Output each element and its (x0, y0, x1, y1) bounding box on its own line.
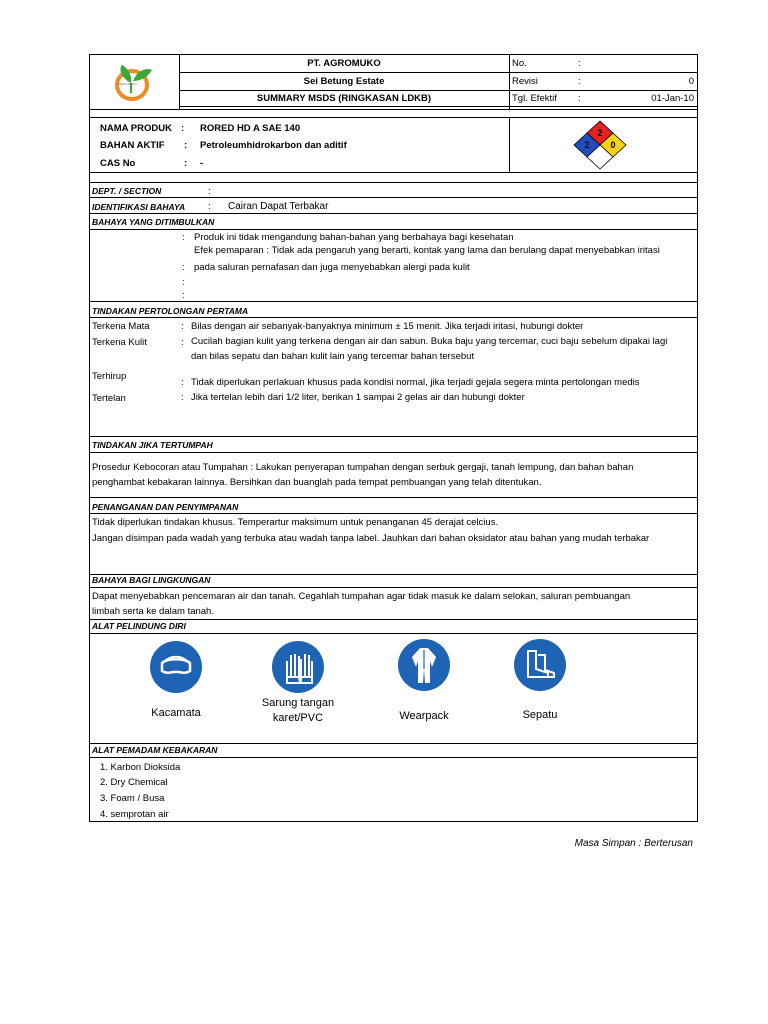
pemadam-item-1: 1. Karbon Dioksida (100, 762, 181, 773)
nfpa-health-value: 2 (584, 140, 590, 150)
pemadam-item-2: 2. Dry Chemical (100, 777, 168, 788)
lingkungan-title: BAHAYA BAGI LINGKUNGAN (92, 575, 211, 585)
bahan-aktif-colon: : (184, 140, 188, 151)
bahan-aktif-label: BAHAN AKTIF (100, 140, 165, 151)
bahaya-line-3: pada saluran pernafasan dan juga menyebabkan alergi pada kulit (194, 262, 470, 273)
tumpah-line-2: penghambat kebakaran lainnya. Bersihkan dan buanglah pada tempat pembuangan yang telah ditentukan. (92, 477, 542, 488)
penanganan-line-2: Jangan disimpan pada wadah yang terbuka atau wadah tanpa label. Jauhkan dari bahan oksidator atau bahan yang mudah terbakar (92, 533, 650, 544)
lingkungan-line-1: Dapat menyebabkan pencemaran air dan tanah. Cegahlah tumpahan agar tidak masuk ke dalam selokan, saluran pembuangan (92, 591, 631, 602)
bahan-aktif-value: Petroleumhidrokarbon dan aditif (200, 140, 347, 151)
bahaya-colon-1: : (182, 232, 185, 243)
terhirup-label: Terhirup (92, 371, 127, 382)
bahaya-line-1: Produk ini tidak mengandung bahan-bahan yang berbahaya bagi kesehatan (194, 232, 514, 243)
apd-title: ALAT PELINDUNG DIRI (92, 621, 186, 631)
nama-produk-colon: : (181, 123, 185, 134)
terkena-kulit-colon: : (181, 337, 184, 348)
terkena-kulit-text-2: dan bilas sepatu dan bahan kulit lain yang tercemar bahan tersebut (191, 351, 475, 362)
document-title: SUMMARY MSDS (RINGKASAN LDKB) (256, 93, 432, 104)
pertolongan-title: TINDAKAN PERTOLONGAN PERTAMA (92, 306, 249, 316)
ppe-label-sepatu: Sepatu (522, 709, 558, 721)
masa-simpan-note: Masa Simpan : Berterusan (574, 838, 693, 849)
company-name: PT. AGROMUKO (307, 58, 381, 69)
bahaya-title: BAHAYA YANG DITIMBULKAN (92, 217, 215, 227)
msds-sheet (89, 54, 698, 822)
dept-section-label: DEPT. / SECTION (92, 186, 162, 196)
tgl-efektif-value: 01-Jan-10 (651, 93, 694, 104)
identifikasi-bahaya-value: Cairan Dapat Terbakar (228, 201, 329, 212)
tumpah-line-1: Prosedur Kebocoran atau Tumpahan : Lakukan penyerapan tumpahan dengan serbuk gergaji, tanah lempung, dan bahan bahan (92, 462, 634, 473)
dept-colon: : (208, 186, 211, 197)
nfpa-reactivity-value: 0 (610, 140, 616, 150)
pemadam-title: ALAT PEMADAM KEBAKARAN (92, 745, 218, 755)
revisi-colon: : (578, 76, 581, 87)
gloves-icon (272, 641, 324, 693)
terkena-mata-text: Bilas dengan air sebanyak-banyaknya minimum ± 15 menit. Jika terjadi iritasi, hubungi dokter (191, 321, 584, 332)
penanganan-title: PENANGANAN DAN PENYIMPANAN (92, 502, 239, 512)
tertelan-label: Tertelan (92, 393, 126, 404)
logo-text: AGRO MUKO (118, 82, 137, 86)
terhirup-colon: : (181, 377, 184, 388)
identifikasi-bahaya-label: IDENTIFIKASI BAHAYA (92, 202, 186, 212)
revisi-value: 0 (688, 76, 694, 87)
terhirup-text: Tidak diperlukan perlakuan khusus pada kondisi normal, jika terjadi gejala segera minta pertolongan medis (191, 377, 640, 388)
nama-produk-label: NAMA PRODUK (100, 123, 172, 134)
terkena-kulit-text: Cucilah bagian kulit yang terkena dengan air dan sabun. Buka baju yang tercemar, cuci baju sebelum dipakai lagi (191, 336, 668, 347)
bahaya-colon-3: : (182, 262, 185, 273)
pemadam-item-4: 4. semprotan air (100, 809, 169, 820)
bahaya-colon-4: : (182, 277, 185, 288)
nama-produk-value: RORED HD A SAE 140 (200, 123, 301, 134)
estate-name: Sei Betung Estate (303, 76, 385, 87)
coverall-icon (398, 639, 450, 691)
lingkungan-line-2: limbah serta ke dalam tanah. (92, 606, 214, 617)
revisi-label: Revisi (512, 76, 538, 87)
tertelan-colon: : (181, 392, 184, 403)
cas-no-colon: : (184, 158, 188, 169)
terkena-mata-colon: : (181, 321, 184, 332)
no-label: No. (512, 58, 527, 69)
ppe-label-sarung-tangan: Sarung tangan (261, 697, 335, 709)
nfpa-fire-value: 2 (597, 128, 603, 138)
identifikasi-colon: : (208, 201, 211, 212)
pemadam-item-3: 3. Foam / Busa (100, 793, 165, 804)
tumpah-title: TINDAKAN JIKA TERTUMPAH (92, 440, 213, 450)
penanganan-line-1: Tidak diperlukan tindakan khusus. Temperartur maksimum untuk penanganan 45 derajat celcius. (92, 517, 499, 528)
terkena-mata-label: Terkena Mata (92, 321, 150, 332)
goggles-icon (150, 641, 202, 693)
terkena-kulit-label: Terkena Kulit (92, 337, 147, 348)
no-colon: : (578, 58, 581, 69)
nfpa-diamond-icon (564, 119, 636, 171)
bahaya-line-2: Efek pemaparan : Tidak ada pengaruh yang berarti, kontak yang lama dan berulang dapat menyebabkan iritasi (194, 245, 660, 256)
bahaya-colon-5: : (182, 290, 185, 301)
boots-icon (514, 639, 566, 691)
ppe-label-sarung-tangan-2: karet/PVC (272, 712, 324, 724)
cas-no-value: - (200, 158, 204, 169)
ppe-label-kacamata: Kacamata (151, 707, 201, 719)
ppe-label-wearpack: Wearpack (399, 710, 449, 722)
tgl-colon: : (578, 93, 581, 104)
tertelan-text: Jika tertelan lebih dari 1/2 liter, berikan 1 sampai 2 gelas air dan hubungi dokter (191, 392, 525, 403)
cas-no-label: CAS No (100, 158, 136, 169)
tgl-efektif-label: Tgl. Efektif (512, 93, 557, 104)
